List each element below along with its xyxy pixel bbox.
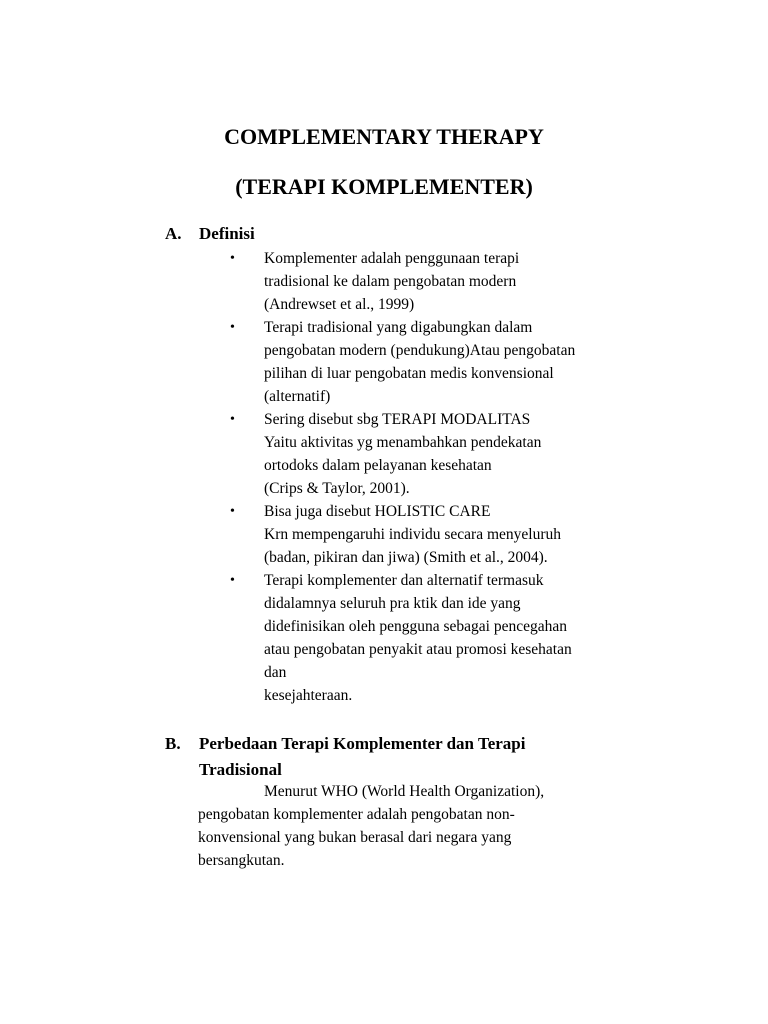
bullet-text-line: kesejahteraan.: [264, 687, 353, 704]
bullet-text-line: pilihan di luar pengobatan medis konvensional: [264, 365, 554, 382]
bullet-text-line: dan: [264, 664, 287, 681]
bullet-icon: •: [230, 573, 235, 588]
document-subtitle: (TERAPI KOMPLEMENTER): [235, 174, 533, 199]
section-a-heading: [165, 221, 255, 247]
paragraph-line: Menurut WHO (World Health Organization),: [264, 783, 545, 800]
bullet-icon: •: [230, 251, 235, 266]
paragraph-line: pengobatan komplementer adalah pengobatan non-: [198, 806, 515, 823]
definition-bullet-item: [230, 247, 640, 316]
paragraph-line: bersangkutan.: [198, 852, 285, 869]
section-a-title: Definisi: [199, 224, 255, 243]
bullet-icon: •: [230, 504, 235, 519]
bullet-text-line: Terapi tradisional yang digabungkan dalam: [264, 319, 533, 336]
section-a-letter: A.: [165, 224, 182, 243]
definition-bullet-item: [230, 316, 640, 408]
bullet-text-line: Komplementer adalah penggunaan terapi: [264, 250, 520, 267]
definition-bullet-item: [230, 408, 640, 500]
bullet-text-line: didefinisikan oleh pengguna sebagai pencegahan: [264, 618, 567, 635]
bullet-text-line: ortodoks dalam pelayanan kesehatan: [264, 457, 492, 474]
bullet-text-line: Yaitu aktivitas yg menambahkan pendekatan: [264, 434, 542, 451]
section-b-heading: [165, 731, 625, 783]
section-b-paragraph: [198, 780, 618, 872]
bullet-text-line: didalamnya seluruh pra ktik dan ide yang: [264, 595, 521, 612]
bullet-text-line: (alternatif): [264, 388, 331, 405]
bullet-text-line: Sering disebut sbg TERAPI MODALITAS: [264, 411, 531, 428]
bullet-text-line: (Crips & Taylor, 2001).: [264, 480, 410, 497]
document-title: COMPLEMENTARY THERAPY: [224, 124, 544, 149]
bullet-text-line: Bisa juga disebut HOLISTIC CARE: [264, 503, 491, 520]
bullet-icon: •: [230, 320, 235, 335]
section-b-letter: B.: [165, 734, 181, 753]
definition-bullet-list: [230, 247, 640, 707]
paragraph-line: konvensional yang bukan berasal dari negara yang: [198, 829, 512, 846]
bullet-text-line: (badan, pikiran dan jiwa) (Smith et al., 2004).: [264, 549, 548, 566]
bullet-text-line: atau pengobatan penyakit atau promosi kesehatan: [264, 641, 572, 658]
bullet-icon: •: [230, 412, 235, 427]
bullet-text-line: Krn mempengaruhi individu secara menyeluruh: [264, 526, 561, 543]
section-b-title-line-1: Perbedaan Terapi Komplementer dan Terapi: [199, 734, 526, 753]
bullet-text-line: Terapi komplementer dan alternatif termasuk: [264, 572, 544, 589]
bullet-text-line: tradisional ke dalam pengobatan modern: [264, 273, 517, 290]
definition-bullet-item: [230, 569, 640, 707]
bullet-text-line: (Andrewset et al., 1999): [264, 296, 415, 313]
bullet-text-line: pengobatan modern (pendukung)Atau pengobatan: [264, 342, 576, 359]
definition-bullet-item: [230, 500, 640, 569]
section-b-title-line-2: Tradisional: [199, 760, 282, 779]
